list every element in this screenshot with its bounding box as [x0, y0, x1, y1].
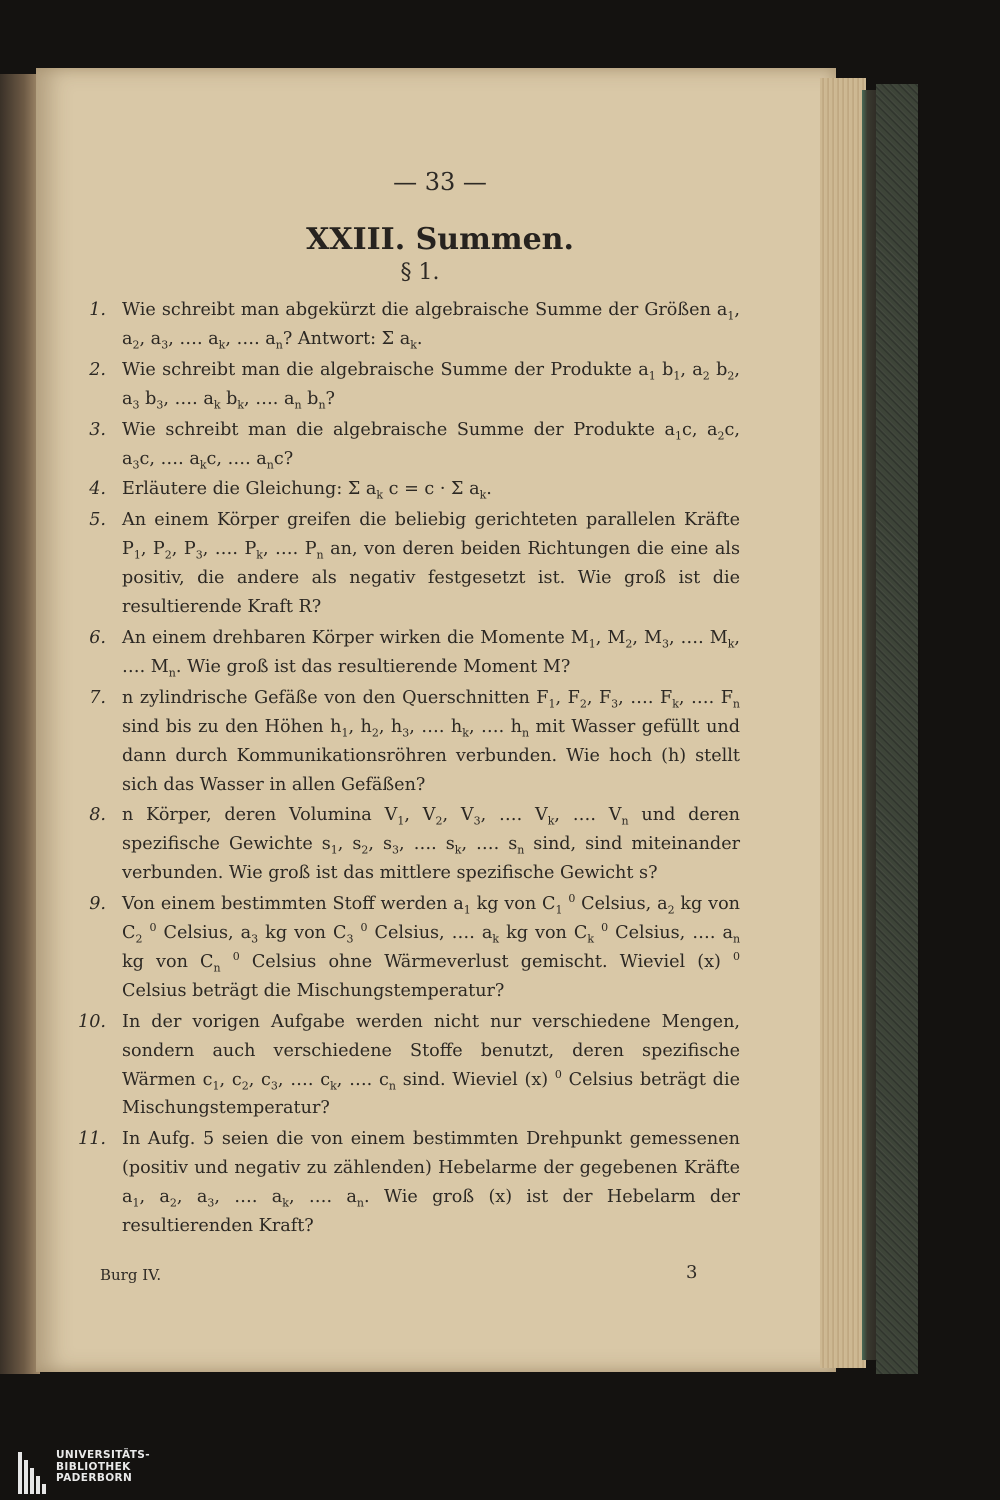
footer-sheet-number: 3 [686, 1262, 698, 1283]
problem-item [72, 475, 740, 504]
problem-item [72, 416, 740, 474]
problem-number: 1. [89, 300, 106, 320]
problem-item [72, 356, 740, 414]
problem-text: Erläutere die Gleichung: Σ $a_k$ c = c · Σ $a_k$. [122, 479, 492, 502]
problem-item [72, 1125, 740, 1241]
problem-item [72, 624, 740, 682]
problem-number: 7. [89, 687, 106, 708]
library-name-line-2: BIBLIOTHEK [56, 1460, 131, 1473]
library-name-line-3: PADERBORN [56, 1472, 133, 1484]
problem-text: Von einem bestimmten Stoff werden $a_1$ kg von $C_1$ $^0$ Celsius, $a_2$ kg von $C_2$ $^0$ Celsius, $a_3$ kg von $C_3$ $^0$ Celsius, …. $a_k$ kg von $C_k$ $^0$ Celsius, …. $a_n$ kg von $C_n$ $^0$ Celsius ohne Wärmeverlust gemischt. Wieviel (x) $^0$ Celsius beträgt die Mischungstemperatur? [122, 892, 741, 1001]
section-heading: § 1. [400, 260, 440, 285]
problem-text: Wie schreibt man abgekürzt die algebraische Summe der Größen $a_1$, $a_2$, $a_3$, …. $a_k$, …. $a_n$? Antwort: Σ $a_k$. [122, 300, 740, 352]
problem-text: In der vorigen Aufgabe werden nicht nur verschiedene Mengen, sondern auch verschiedene Stoffe benutzt, deren spezifische Wärmen $c_1$, $c_2$, $c_3$, …. $c_k$, …. $c_n$ sind. Wieviel (x) $^0$ Celsius beträgt die Mischungstemperatur? [122, 1011, 740, 1119]
problem-item [72, 890, 740, 1006]
problem-item [72, 296, 740, 354]
problem-text: n zylindrische Gefäße von den Querschnitten $F_1$, $F_2$, $F_3$, …. $F_k$, …. $F_n$ sind bis zu den Höhen $h_1$, $h_2$, $h_3$, …. $h_k$, …. $h_n$ mit Wasser gefüllt und dann durch Kommunikationsröhren verbunden. Wie hoch (h) stellt sich das Wasser in allen Gefäßen? [122, 687, 740, 795]
problem-item [72, 801, 740, 888]
problem-number: 2. [89, 359, 106, 380]
problem-number: 9. [89, 894, 106, 915]
problem-item [72, 684, 740, 800]
problem-number: 11. [78, 1129, 106, 1150]
problem-number: 5. [89, 510, 106, 531]
problem-text: In Aufg. 5 seien die von einem bestimmten Drehpunkt gemessenen (positiv und negativ zu zählenden) Hebelarme der gegebenen Kräfte $a_1$, $a_2$, $a_3$, …. $a_k$, …. $a_n$. Wie groß (x) ist der Hebelarm der resultierenden Kraft? [122, 1129, 740, 1237]
problem-number: 3. [89, 419, 106, 440]
library-logo-icon [18, 1452, 48, 1494]
problem-number: 8. [89, 805, 106, 826]
problem-number: 6. [89, 627, 106, 648]
problem-text: An einem Körper greifen die beliebig gerichteten parallelen Kräfte $P_1$, $P_2$, $P_3$, …. $P_k$, …. $P_n$ an, von deren beiden Richtungen die eine als positiv, die andere als negativ festgesetzt ist. Wie groß ist die resultierende Kraft R? [122, 510, 740, 618]
problem-number: 10. [78, 1011, 106, 1032]
problem-text: Wie schreibt man die algebraische Summe der Produkte $a_1$ $b_1$, $a_2$ $b_2$, $a_3$ $b_3$, …. $a_k$ $b_k$, …. $a_n$ $b_n$? [122, 359, 740, 412]
page-number: — 33 — [393, 168, 487, 196]
problem-item [72, 1008, 740, 1124]
library-name-line-1: UNIVERSITÄTS- [56, 1449, 151, 1461]
back-cover [876, 84, 918, 1374]
problem-item [72, 506, 740, 622]
footer-signature: Burg IV. [100, 1266, 162, 1284]
problem-text: Wie schreibt man die algebraische Summe der Produkte $a_1c$, $a_2c$, $a_3c$, …. $a_kc$, …. $a_nc$? [122, 419, 740, 472]
problem-list [72, 296, 740, 1241]
problem-number: 4. [89, 479, 106, 500]
library-name [56, 1450, 150, 1485]
chapter-title: XXIII. Summen. [306, 222, 574, 257]
problem-text: An einem drehbaren Körper wirken die Momente $M_1$, $M_2$, $M_3$, …. $M_k$, …. $M_n$. Wie groß ist das resultierende Moment M? [122, 627, 741, 680]
problem-text: n Körper, deren Volumina $V_1$, $V_2$, $V_3$, …. $V_k$, …. $V_n$ und deren spezifische Gewichte $s_1$, $s_2$, $s_3$, …. $s_k$, …. $s_n$ sind, sind miteinander verbunden. Wie groß ist das mittlere spezifische Gewicht s? [122, 805, 741, 884]
